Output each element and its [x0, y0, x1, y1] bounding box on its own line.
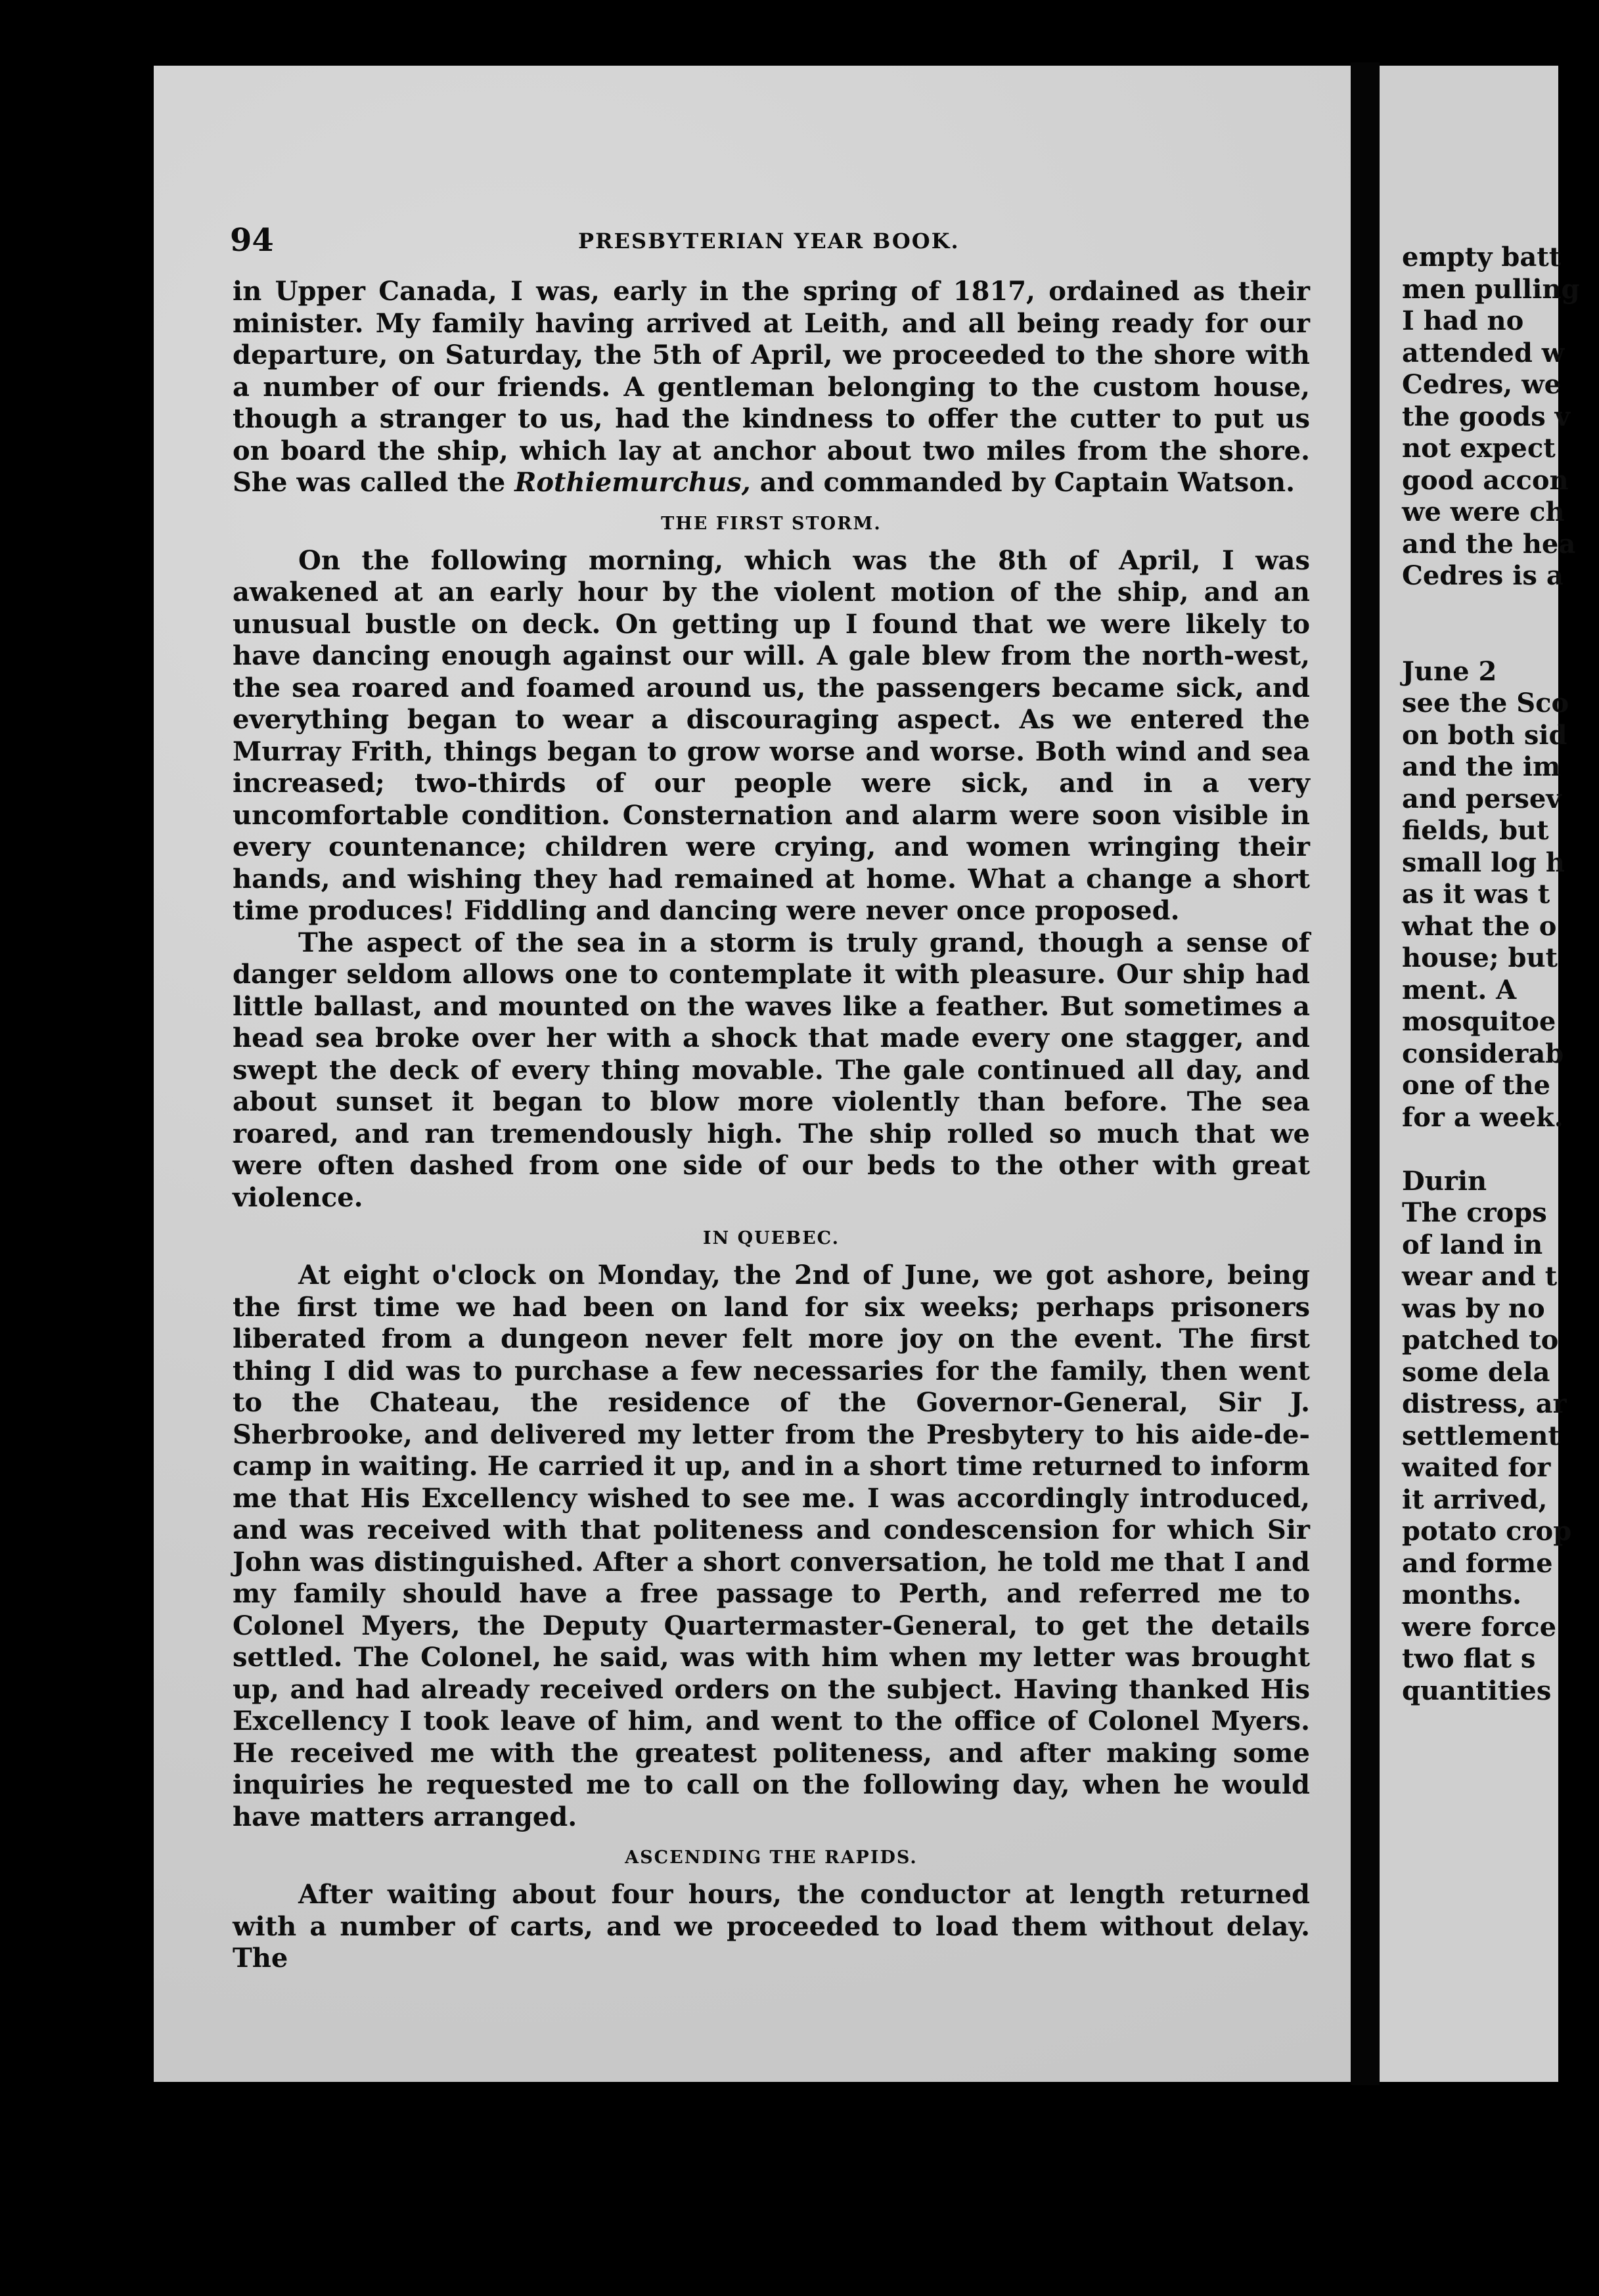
- facing-page-line: for a week.: [1402, 1101, 1564, 1133]
- facing-page-line: June 2: [1402, 655, 1497, 687]
- facing-page-line: what the o: [1402, 910, 1557, 942]
- page-number: 94: [230, 222, 274, 259]
- paragraph-3: The aspect of the sea in a storm is truly grand, though a sense of danger seldom allows one to contemplate it with pleasure. Our ship had little ballast, and mounted on the waves like a feather. But sometimes a head sea broke over her with a shock that made every one stagger, and swept the deck of every thing movable. The gale continued all day, and about sunset it began to blow more violently than before. The sea roared, and ran tremendously high. The ship rolled so much that we were often dashed from one side of our beds to the other with great violence.: [233, 927, 1310, 1213]
- facing-page-line: one of the: [1402, 1070, 1550, 1101]
- facing-page-line: and the im: [1402, 751, 1561, 782]
- facing-page-line: mosquitoe: [1402, 1006, 1556, 1037]
- paragraph-2: On the following morning, which was the 8th of April, I was awakened at an early hour by the violent motion of the ship, and an unusual bustle on deck. On getting up I found that we were likely to have dancing enough against our will. A gale blew from the north-west, the sea roared and foamed around us, the passengers became sick, and everything began to wear a discouraging aspect. As we entered the Murray Frith, things began to grow worse and worse. Both wind and sea increased; two-thirds of our people were sick, and in a very uncomfortable condition. Consternation and alarm were soon visible in every countenance; children were crying, and women wringing their hands, and wishing they had remained at home. What a change a short time produces! Fiddling and dancing were never once proposed.: [233, 544, 1310, 926]
- facing-page-line: and persev: [1402, 783, 1562, 814]
- facing-page-line: house; but: [1402, 942, 1558, 973]
- facing-page-line: we were ch: [1402, 497, 1565, 527]
- facing-page-line: on both sid: [1402, 719, 1567, 751]
- book-page: [154, 66, 1351, 2082]
- facing-page-line: men pulling: [1402, 273, 1580, 305]
- facing-page-line: waited for: [1402, 1452, 1551, 1483]
- facing-page-line: [1402, 1134, 1599, 1166]
- facing-page-line: The crops: [1402, 1197, 1547, 1228]
- facing-page-line: months.: [1402, 1579, 1522, 1610]
- facing-page-line: not expect: [1402, 433, 1556, 464]
- facing-page-line: good accon: [1402, 464, 1569, 496]
- section-heading-first-storm: THE FIRST STORM.: [661, 513, 882, 534]
- facing-page-line: ment. A: [1402, 974, 1517, 1005]
- page-gutter: [1351, 62, 1380, 2085]
- facing-page-line: [1402, 624, 1599, 656]
- paragraph-5: After waiting about four hours, the conductor at length returned with a number of carts, and we proceeded to load them without delay. The: [233, 1879, 1310, 1974]
- facing-page-line: [1402, 592, 1599, 625]
- paragraph-4: At eight o'clock on Monday, the 2nd of June, we got ashore, being the first time we had been on land for six weeks; perhaps prisoners liberated from a dungeon never felt more joy on the event. The first thing I did was to purchase a few necessaries for the family, then went to the Chateau, the residence of the Governor-General, Sir J. Sherbrooke, and delivered my letter from the Presbytery to his aide-de-camp in waiting. He carried it up, and in a short time returned to inform me that His Excellency wished to see me. I was accordingly introduced, and was received with that politeness and condescension for which Sir John was distinguished. After a short conversation, he told me that I and my family should have a free passage to Perth, and referred me to Colonel Myers, the Deputy Quartermaster-General, to get the details settled. The Colonel, he said, was with him when my letter was brought up, and had already received orders on the subject. Having thanked His Excellency I took leave of him, and went to the office of Colonel Myers. He received me with the greatest politeness, and after making some inquiries he requested me to call on the following day, when he would have matters arranged.: [233, 1260, 1310, 1832]
- facing-page-line: Cedres is a: [1402, 560, 1564, 591]
- facing-page-line: Durin: [1402, 1165, 1487, 1197]
- facing-page-line: and forme: [1402, 1547, 1553, 1579]
- facing-page-text: [1402, 242, 1599, 1707]
- facing-page-line: settlement: [1402, 1420, 1560, 1451]
- facing-page-line: wear and t: [1402, 1261, 1558, 1292]
- facing-page-line: fields, but: [1402, 815, 1549, 846]
- paragraph-1: in Upper Canada, I was, early in the spring of 1817, ordained as their minister. My family having arrived at Leith, and all being ready for our departure, on Saturday, the 5th of April, we proceeded to the shore with a number of our friends. A gentleman belonging to the custom house, though a stranger to us, had the kindness to offer the cutter to put us on board the ship, which lay at anchor about two miles from the shore. She was called the Rothiemurchus, and commanded by Captain Watson.: [233, 276, 1310, 498]
- facing-page-line: distress, ar: [1402, 1388, 1567, 1419]
- page-header: [230, 222, 1347, 268]
- section-heading-ascending-rapids: ASCENDING THE RAPIDS.: [625, 1847, 918, 1868]
- facing-page-line: some dela: [1402, 1356, 1550, 1388]
- ship-name: Rothiemurchus,: [514, 467, 751, 498]
- body-text: [233, 276, 1310, 1975]
- facing-page-line: I had no: [1402, 305, 1524, 336]
- facing-page-line: attended w: [1402, 337, 1565, 368]
- facing-page-line: empty batt: [1402, 242, 1562, 273]
- facing-page-line: patched to: [1402, 1325, 1559, 1356]
- running-head: PRESBYTERIAN YEAR BOOK.: [578, 229, 960, 254]
- facing-page-line: it arrived,: [1402, 1484, 1548, 1515]
- facing-page-line: two flat s: [1402, 1643, 1536, 1674]
- facing-page-line: the goods v: [1402, 401, 1570, 432]
- facing-page-line: of land in: [1402, 1229, 1543, 1260]
- facing-page-line: was by no: [1402, 1292, 1545, 1324]
- section-heading-in-quebec: IN QUEBEC.: [702, 1228, 840, 1248]
- facing-page-line: and the hea: [1402, 528, 1576, 560]
- facing-page-line: Cedres, we: [1402, 369, 1562, 400]
- facing-page-line: were force: [1402, 1611, 1557, 1643]
- facing-page-line: quantities: [1402, 1675, 1552, 1706]
- facing-page-line: see the Sco: [1402, 688, 1569, 718]
- facing-page-fragment: [1380, 66, 1580, 2082]
- facing-page-line: as it was t: [1402, 879, 1550, 910]
- facing-page-line: small log h: [1402, 847, 1565, 878]
- facing-page-line: potato crop: [1402, 1516, 1572, 1547]
- facing-page-line: considerab: [1402, 1038, 1564, 1069]
